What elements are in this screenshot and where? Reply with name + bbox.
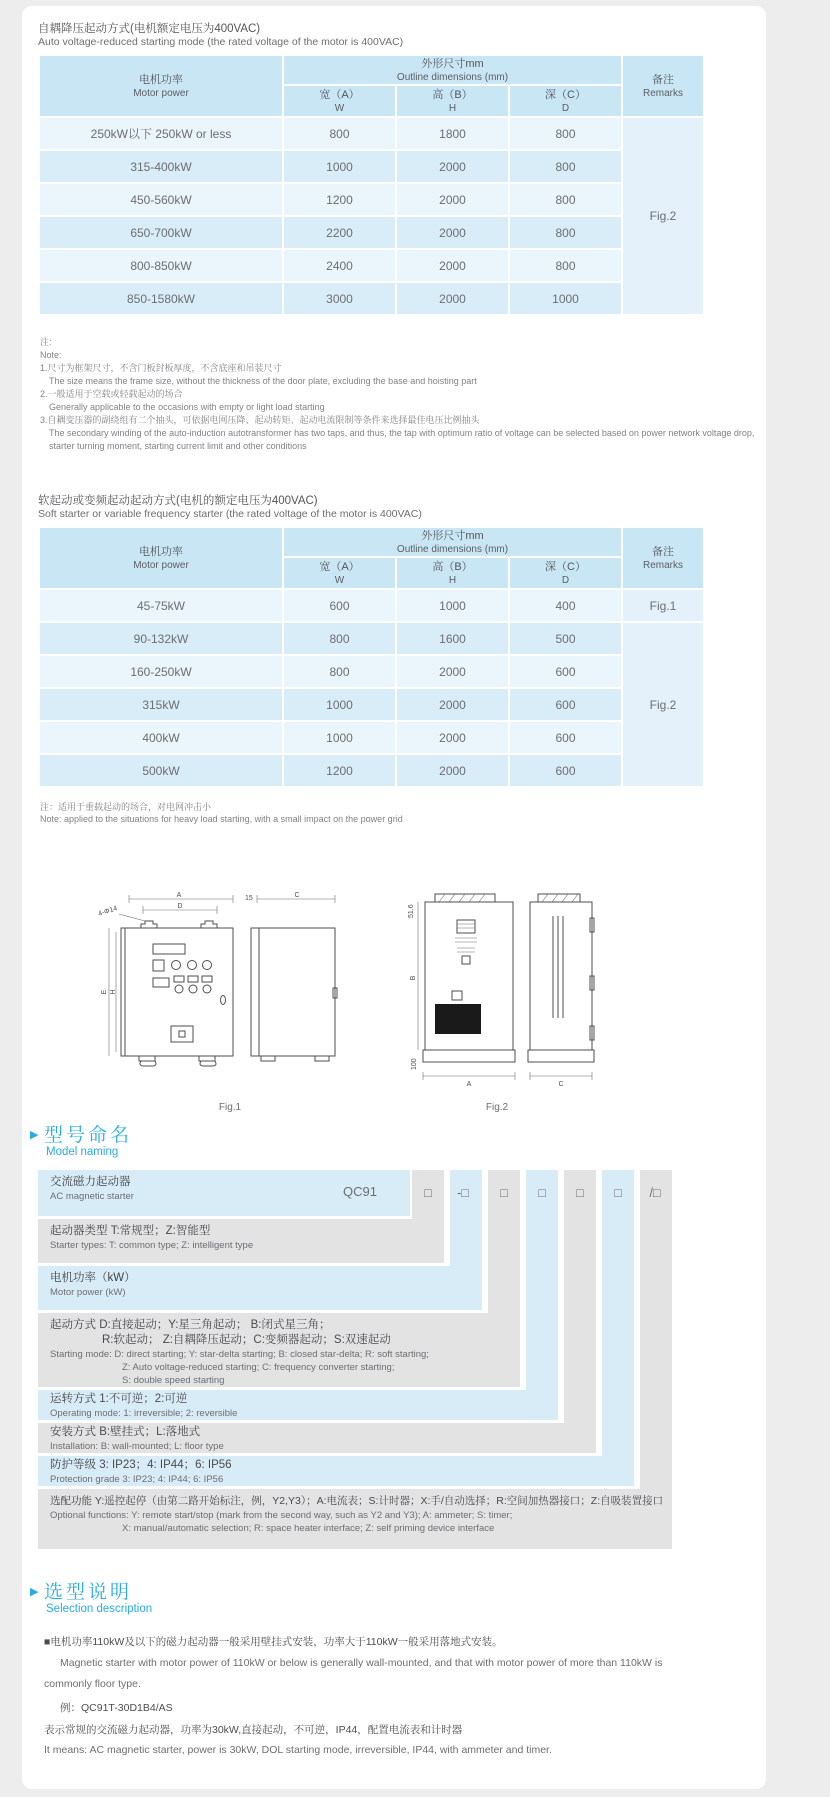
header-motor-power-cn: 电机功率 (139, 545, 183, 558)
motor-power-en: Motor power (kW) (50, 1287, 126, 1298)
table-header-row (40, 56, 703, 84)
optional-functions-label-cn: 选配功能 (50, 1495, 92, 1507)
code-column-stripe-4 (526, 1170, 558, 1390)
note-line: The secondary winding of the auto-induction autotransformer has two taps, and thus, the tap with optimum ratio of voltage can be selected based on power network voltage drop, (49, 428, 755, 438)
header-depth-cn: 深（C） (545, 88, 586, 101)
naming-row-installation (38, 1423, 596, 1453)
installation-label-cn: 安装方式 (50, 1426, 96, 1438)
cell-h: 2000 (397, 184, 508, 215)
fig1-dim-15-label: 15 (245, 895, 253, 902)
model-naming-heading-cn: 型号命名 (44, 1125, 133, 1146)
starter-type-label-cn: 起动器类型 (50, 1225, 108, 1237)
starting-mode-en3: S: double speed starting (122, 1375, 225, 1386)
product-label-cn: 交流磁力起动器 (50, 1176, 131, 1188)
section2-title-cn: 软起动或变频起动起动方式(电机的额定电压为400VAC) (38, 495, 318, 507)
cell-power: 500kW (40, 755, 282, 786)
header-depth (510, 558, 621, 588)
cell-h: 2000 (397, 656, 508, 687)
section1-title-en: Auto voltage-reduced starting mode (the rated voltage of the motor is 400VAC) (38, 36, 404, 48)
selection-line1-en: Magnetic starter with motor power of 110kW or below is generally wall-mounted, and that with motor power of more than 110kW is (60, 1657, 663, 1669)
fig2-dim-100-label: 100 (411, 1058, 418, 1070)
cell-d: 600 (510, 722, 621, 753)
code-box-4: □ (538, 1186, 546, 1200)
cell-d: 800 (510, 118, 621, 149)
table-row (40, 250, 703, 281)
header-remarks (623, 56, 703, 116)
optional-functions-en2: X: manual/automatic selection; R: space heater interface; Z: self priming device interface (122, 1523, 495, 1534)
header-height (397, 558, 508, 588)
table-row (40, 151, 703, 182)
header-width-cn: 宽（A） (319, 88, 360, 101)
operating-mode-label-cn: 运转方式 (50, 1393, 96, 1405)
code-box-7: /□ (649, 1186, 661, 1200)
header-remarks-cn: 备注 (652, 73, 674, 86)
product-label-en: AC magnetic starter (50, 1191, 134, 1202)
header-width-en: W (334, 574, 345, 586)
cell-d: 600 (510, 755, 621, 786)
section1-notes (40, 336, 760, 453)
header-outline-cn: 外形尺寸mm (421, 57, 484, 70)
cell-w: 600 (284, 590, 395, 621)
cell-d: 1000 (510, 283, 621, 314)
code-box-3: □ (500, 1186, 508, 1200)
header-depth-en: D (561, 574, 570, 586)
code-box-2: -□ (457, 1186, 469, 1200)
note-line: The size means the frame size, without the thickness of the door plate, excluding the base and hoisting part (49, 376, 477, 386)
note-line: starter turning moment, starting current limit and other conditions (49, 441, 307, 451)
cell-w: 800 (284, 118, 395, 149)
model-naming-heading-en: Model naming (46, 1146, 119, 1158)
header-depth-cn: 深（C） (545, 560, 586, 573)
cell-remark-fig2: Fig.2 (623, 118, 703, 314)
cell-d: 800 (510, 217, 621, 248)
code-box-5: □ (576, 1186, 584, 1200)
installation-desc-cn: B:壁挂式；L:落地式 (99, 1426, 201, 1438)
fig2-drawing (405, 888, 600, 1093)
fig2-caption: Fig.2 (485, 1102, 509, 1113)
header-outline-dimensions (284, 56, 621, 84)
table-row (40, 623, 703, 654)
fig2-side-view (528, 894, 594, 1088)
header-height-cn: 高（B） (432, 560, 473, 573)
cell-power: 250kW以下 250kW or less (40, 118, 282, 149)
cell-h: 1800 (397, 118, 508, 149)
starting-mode-desc-cn2: R:软起动； Z:自耦降压起动；C:变频器起动；S:双速起动 (102, 1334, 391, 1346)
starter-type-en: Starter types: T: common type; Z: intelligent type (50, 1240, 254, 1251)
fig2-dim-b-label: B (410, 975, 417, 981)
cell-w: 2400 (284, 250, 395, 281)
naming-row-protection-grade (38, 1456, 634, 1486)
fig2-dim-c-label: C (558, 1081, 564, 1088)
soft-start-dimension-table (38, 526, 705, 788)
table-row (40, 689, 703, 720)
fig2-front-view (408, 894, 515, 1088)
cell-h: 2000 (397, 250, 508, 281)
motor-power-label-cn: 电机功率（kW） (50, 1272, 136, 1284)
cell-h: 1000 (397, 590, 508, 621)
cell-h: 2000 (397, 151, 508, 182)
code-box-1: □ (424, 1186, 432, 1200)
fig1-drawing (95, 888, 345, 1093)
header-motor-power (40, 56, 282, 116)
section2-title-en: Soft starter or variable frequency starter (the rated voltage of the motor is 400VAC) (38, 508, 422, 520)
cell-power: 400kW (40, 722, 282, 753)
header-outline-dimensions (284, 528, 621, 556)
cell-power: 315-400kW (40, 151, 282, 182)
cell-d: 800 (510, 184, 621, 215)
fig2-louver-symbol (455, 920, 477, 964)
table-row (40, 590, 703, 621)
cell-w: 2200 (284, 217, 395, 248)
section1-title-cn: 自耦降压起动方式(电机额定电压为400VAC) (38, 23, 261, 35)
cell-d: 400 (510, 590, 621, 621)
header-motor-power-en: Motor power (133, 559, 189, 571)
header-width-en: W (334, 102, 345, 114)
protection-grade-desc-cn: 3: IP23；4: IP44；6: IP56 (99, 1459, 232, 1471)
table-row (40, 118, 703, 149)
naming-row-starter-type (38, 1219, 444, 1263)
section2-note-cn: 注：适用于重载起动的场合，对电网冲击小 (40, 802, 212, 812)
fig1-side-view (245, 892, 337, 1061)
cell-w: 800 (284, 656, 395, 687)
fig1-dim-a-label: A (176, 892, 182, 899)
table-row (40, 656, 703, 687)
fig1-dim-h-label: H (110, 989, 117, 995)
naming-row-starting-mode (38, 1313, 520, 1387)
fig1-control-panel (153, 944, 226, 1042)
note-line: 1.尺寸为框架尺寸，不含门板封板厚度，不含底座和吊装尺寸 (40, 363, 282, 373)
cell-d: 600 (510, 656, 621, 687)
header-height-en: H (448, 102, 457, 114)
header-width-cn: 宽（A） (319, 560, 360, 573)
header-height-cn: 高（B） (432, 88, 473, 101)
optional-functions-en1: Optional functions: Y: remote start/stop (mark from the second way, such as Y2 and Y3); A: ammeter; S: timer; (50, 1510, 513, 1521)
naming-row-operating-mode (38, 1390, 558, 1420)
fig1-dim-d-label: D (177, 903, 183, 910)
fig1-front-view (97, 892, 233, 1066)
cell-w: 1000 (284, 722, 395, 753)
cell-remark-fig2: Fig.2 (623, 623, 703, 786)
starting-mode-en1: Starting mode: D: direct starting; Y: star-delta starting; B: closed star-delta; R: soft starting; (50, 1349, 429, 1360)
starting-mode-desc-cn: D:直接起动；Y:星三角起动； B:闭式星三角； (99, 1319, 331, 1331)
header-outline-en: Outline dimensions (mm) (396, 71, 509, 83)
protection-grade-en: Protection grade 3: IP23; 4: IP44; 6: IP56 (50, 1474, 224, 1485)
cell-d: 500 (510, 623, 621, 654)
selection-example-code: 例：QC91T-30D1B4/AS (60, 1702, 173, 1714)
cell-h: 2000 (397, 217, 508, 248)
header-height-en: H (448, 574, 457, 586)
cell-power: 315kW (40, 689, 282, 720)
cell-remark-fig1: Fig.1 (623, 590, 703, 621)
operating-mode-en: Operating mode: 1: irreversible; 2: reversible (50, 1408, 238, 1419)
header-remarks-en: Remarks (642, 87, 683, 99)
fig1-dim-c-label: C (294, 892, 300, 899)
note-line: Generally applicable to the occasions with empty or light load starting (49, 402, 325, 412)
section2-note-en: Note: applied to the situations for heavy load starting, with a small impact on the power grid (40, 814, 403, 824)
cell-power: 850-1580kW (40, 283, 282, 314)
table-row (40, 722, 703, 753)
code-column-stripe-5 (564, 1170, 596, 1423)
starting-mode-label-cn: 起动方式 (50, 1319, 96, 1331)
header-remarks-en: Remarks (642, 559, 683, 571)
cell-power: 800-850kW (40, 250, 282, 281)
fig2-dim-a-label: A (466, 1081, 472, 1088)
header-depth (510, 86, 621, 116)
header-width (284, 558, 395, 588)
selection-heading-cn: 选型说明 (44, 1582, 133, 1603)
cell-w: 1200 (284, 755, 395, 786)
cell-h: 2000 (397, 722, 508, 753)
selection-line2-en: commonly floor type. (44, 1678, 141, 1690)
cell-d: 600 (510, 689, 621, 720)
cell-power: 45-75kW (40, 590, 282, 621)
header-remarks (623, 528, 703, 588)
table-row (40, 217, 703, 248)
cell-power: 160-250kW (40, 656, 282, 687)
header-motor-power (40, 528, 282, 588)
starter-type-desc-cn: T:常规型；Z:智能型 (110, 1225, 211, 1237)
header-motor-power-en: Motor power (133, 87, 189, 99)
cell-power: 650-700kW (40, 217, 282, 248)
code-column-stripe-7 (640, 1170, 672, 1489)
starting-mode-en2: Z: Auto voltage-reduced starting; C: frequency converter starting; (122, 1362, 395, 1373)
code-box-6: □ (614, 1186, 622, 1200)
table-row (40, 184, 703, 215)
model-code-prefix: QC91 (343, 1184, 377, 1199)
cell-h: 1600 (397, 623, 508, 654)
installation-en: Installation: B: wall-mounted; L: floor type (50, 1441, 224, 1452)
cell-w: 800 (284, 623, 395, 654)
table-row (40, 755, 703, 786)
selection-line1-cn: ■电机功率110kW及以下的磁力起动器一般采用壁挂式安装，功率大于110kW一般采用落地式安装。 (44, 1636, 503, 1648)
fig1-dim-e-label: E (101, 989, 108, 995)
cell-d: 800 (510, 151, 621, 182)
code-column-stripe-6 (602, 1170, 634, 1456)
header-width (284, 86, 395, 116)
cell-d: 800 (510, 250, 621, 281)
table-row (40, 283, 703, 314)
auto-voltage-dimension-table (38, 54, 705, 316)
fig2-dim-516-label: 51.6 (408, 904, 415, 918)
cell-h: 2000 (397, 283, 508, 314)
section-marker-icon: ▶ (30, 1129, 39, 1141)
cell-w: 1000 (284, 151, 395, 182)
table-header-row (40, 528, 703, 556)
selection-heading-en: Selection description (46, 1603, 153, 1615)
section-marker-icon: ▶ (30, 1586, 39, 1598)
header-motor-power-cn: 电机功率 (139, 73, 183, 86)
header-outline-cn: 外形尺寸mm (421, 529, 484, 542)
cell-w: 1000 (284, 689, 395, 720)
selection-example-en: It means: AC magnetic starter, power is 30kW, DOL starting mode, irreversible, IP44, with ammeter and timer. (44, 1744, 552, 1756)
naming-row-motor-power (38, 1266, 482, 1310)
note-line: 3.自耦变压器的副绕组有二个抽头，可依据电网压降、起动转矩、起动电流限制等条件来选择最佳电压比例抽头 (40, 415, 480, 425)
fig1-holes-label: 4-Φ14 (97, 905, 119, 918)
header-remarks-cn: 备注 (652, 545, 674, 558)
note-line: 注: (40, 337, 52, 347)
header-depth-en: D (561, 102, 570, 114)
selection-example-cn: 表示常规的交流磁力起动器，功率为30kW,直接起动，不可逆，IP44，配置电流表和计时器 (44, 1724, 463, 1736)
header-outline-en: Outline dimensions (mm) (396, 543, 509, 555)
cell-h: 2000 (397, 689, 508, 720)
operating-mode-desc-cn: 1:不可逆；2:可逆 (99, 1393, 188, 1405)
optional-functions-desc-cn: Y:遥控起停（由第二路开始标注，例，Y2,Y3）；A:电流表；S:计时器；X:手/自动选择；R:空间加热器接口；Z:自吸装置接口 (94, 1495, 664, 1507)
cell-w: 3000 (284, 283, 395, 314)
header-height (397, 86, 508, 116)
protection-grade-label-cn: 防护等级 (50, 1459, 96, 1471)
cell-h: 2000 (397, 755, 508, 786)
cell-w: 1200 (284, 184, 395, 215)
naming-row-optional-functions (38, 1489, 672, 1549)
note-line: 2.一般适用于空载或轻载起动的场合 (40, 389, 183, 399)
note-line: Note: (40, 350, 62, 360)
fig1-caption: Fig.1 (218, 1102, 242, 1113)
cell-power: 90-132kW (40, 623, 282, 654)
cell-power: 450-560kW (40, 184, 282, 215)
